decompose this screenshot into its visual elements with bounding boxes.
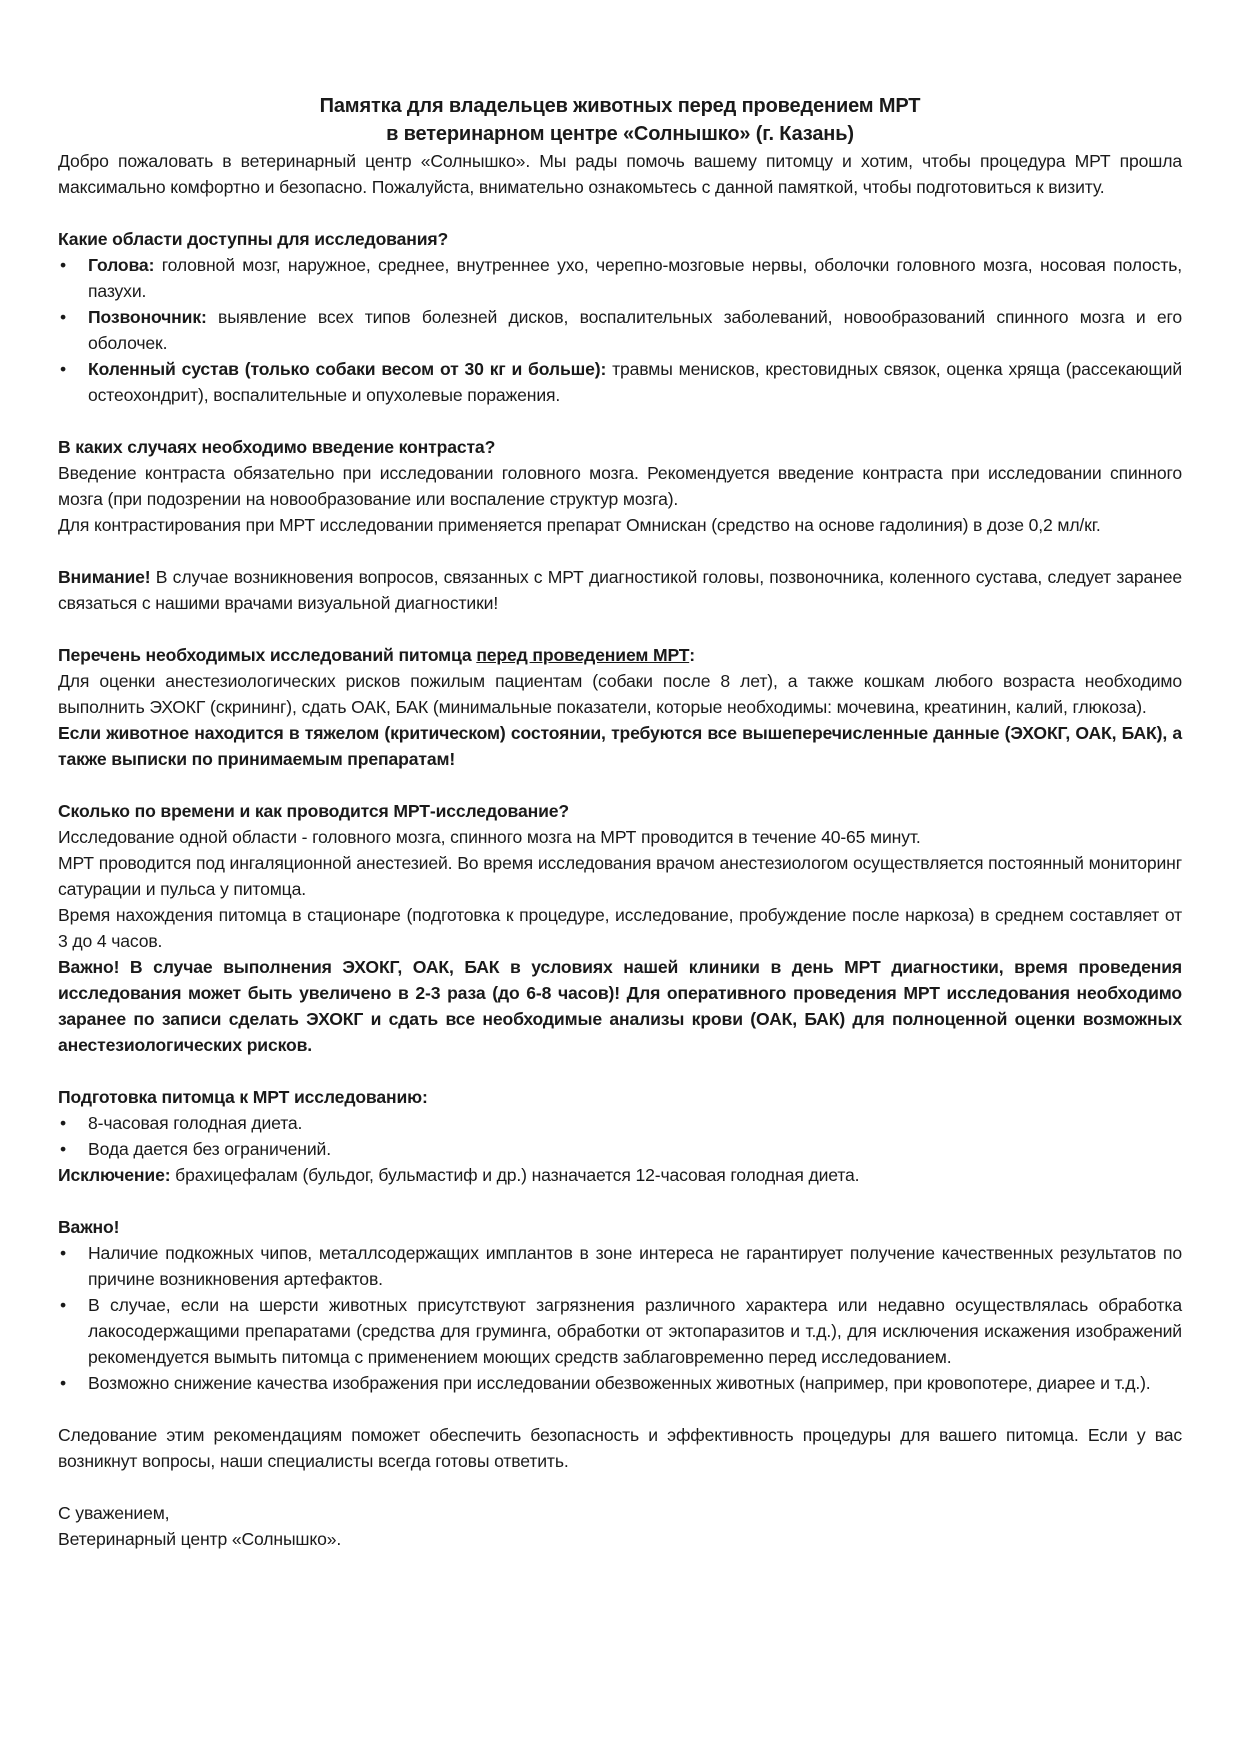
duration-paragraph-2: МРТ проводится под ингаляционной анестезией. Во время исследования врачом анестезиологом осуществляется постоянный мониторинг сатурации и пульса у питомца.	[58, 853, 1182, 899]
title-line-2: в ветеринарном центре «Солнышко» (г. Казань)	[386, 123, 854, 145]
list-item: • Наличие подкожных чипов, металлсодержащих имплантов в зоне интереса не гарантирует получение качественных результатов по причине возникновения артефактов.	[58, 1240, 1182, 1292]
area-label: Позвоночник:	[88, 307, 207, 327]
area-label: Голова:	[88, 255, 155, 275]
tests-paragraph-1: Для оценки анестезиологических рисков пожилым пациентам (собаки после 8 лет), а также кошкам любого возраста необходимо выполнить ЭХОКГ (скрининг), сдать ОАК, БАК (минимальные показатели, которые необходимы: мочевина, креатинин, калий, глюкоза).	[58, 671, 1182, 717]
tests-heading-end: :	[689, 645, 695, 665]
area-label: Коленный сустав (только собаки весом от 30 кг и больше):	[88, 359, 607, 379]
memo-document	[58, 92, 1182, 1552]
area-text: головной мозг, наружное, среднее, внутреннее ухо, черепно-мозговые нервы, оболочки головного мозга, носовая полость, пазухи.	[88, 255, 1182, 301]
signature-line-1: С уважением,	[58, 1503, 170, 1523]
contrast-paragraph-1: Введение контраста обязательно при исследовании головного мозга. Рекомендуется введение контраста при исследовании спинного мозга (при подозрении на новообразование или воспаление структур мозга).	[58, 463, 1182, 509]
attention-paragraph	[58, 564, 1182, 616]
contrast-paragraph-2: Для контрастирования при МРТ исследовании применяется препарат Омнискан (средство на основе гадолиния) в дозе 0,2 мл/кг.	[58, 515, 1101, 535]
areas-heading: Какие области доступны для исследования?	[58, 229, 449, 249]
list-item	[58, 356, 1182, 408]
prep-exception	[58, 1162, 1182, 1188]
document-title	[58, 92, 1182, 148]
area-text: выявление всех типов болезней дисков, воспалительных заболеваний, новообразований спинного мозга и его оболочек.	[88, 307, 1182, 353]
important-list	[58, 1240, 1182, 1396]
prep-list	[58, 1110, 1182, 1162]
tests-heading-underlined: перед проведением МРТ	[476, 645, 690, 665]
areas-list	[58, 252, 1182, 408]
tests-paragraph-2: Если животное находится в тяжелом (критическом) состоянии, требуются все вышеперечисленные данные (ЭХОКГ, ОАК, БАК), а также выписки по принимаемым препаратам!	[58, 723, 1182, 769]
title-line-1: Памятка для владельцев животных перед проведением МРТ	[319, 95, 921, 117]
list-item: • В случае, если на шерсти животных присутствуют загрязнения различного характера или недавно осуществлялась обработка лакосодержащими препаратами (средства для груминга, обработки от эктопаразитов и т.д.), для исключения искажения изображений рекомендуется вымыть питомца с применением моющих средств заблаговременно перед исследованием.	[58, 1292, 1182, 1370]
exception-text: брахицефалам (бульдог, бульмастиф и др.) назначается 12-часовая голодная диета.	[170, 1165, 860, 1185]
area-text: травмы менисков, крестовидных связок, оценка хряща (рассекающий остеохондрит), воспалительные и опухолевые поражения.	[88, 359, 1182, 405]
duration-paragraph-1: Исследование одной области - головного мозга, спинного мозга на МРТ проводится в течение 40-65 минут.	[58, 827, 921, 847]
intro-paragraph: Добро пожаловать в ветеринарный центр «Солнышко». Мы рады помочь вашему питомцу и хотим, чтобы процедура МРТ прошла максимально комфортно и безопасно. Пожалуйста, внимательно ознакомьтесь с данной памяткой, чтобы подготовиться к визиту.	[58, 151, 1182, 197]
list-item: • 8-часовая голодная диета.	[58, 1110, 1182, 1136]
tests-heading	[58, 642, 1182, 668]
attention-label: Внимание!	[58, 567, 151, 587]
signature-line-2: Ветеринарный центр «Солнышко».	[58, 1529, 342, 1549]
exception-label: Исключение:	[58, 1165, 171, 1185]
list-item: • Возможно снижение качества изображения при исследовании обезвоженных животных (например, при кровопотере, диарее и т.д.).	[58, 1370, 1182, 1396]
contrast-heading: В каких случаях необходимо введение контраста?	[58, 437, 496, 457]
list-item: • Вода дается без ограничений.	[58, 1136, 1182, 1162]
tests-heading-start: Перечень необходимых исследований питомца	[58, 645, 477, 665]
prep-heading: Подготовка питомца к МРТ исследованию:	[58, 1087, 428, 1107]
duration-heading: Сколько по времени и как проводится МРТ-исследование?	[58, 801, 569, 821]
attention-text: В случае возникновения вопросов, связанных с МРТ диагностикой головы, позвоночника, коленного сустава, следует заранее связаться с нашими врачами визуальной диагностики!	[58, 567, 1182, 613]
duration-paragraph-4: Важно! В случае выполнения ЭХОКГ, ОАК, БАК в условиях нашей клиники в день МРТ диагностики, время проведения исследования может быть увеличено в 2-3 раза (до 6-8 часов)! Для оперативного проведения МРТ исследования необходимо заранее по записи сделать ЭХОКГ и сдать все необходимые анализы крови (ОАК, БАК) для полноценной оценки возможных анестезиологических рисков.	[58, 957, 1182, 1055]
duration-paragraph-3: Время нахождения питомца в стационаре (подготовка к процедуре, исследование, пробуждение после наркоза) в среднем составляет от 3 до 4 часов.	[58, 905, 1182, 951]
list-item	[58, 304, 1182, 356]
closing-paragraph: Следование этим рекомендациям поможет обеспечить безопасность и эффективность процедуры для вашего питомца. Если у вас возникнут вопросы, наши специалисты всегда готовы ответить.	[58, 1425, 1182, 1471]
important-heading: Важно!	[58, 1217, 120, 1237]
list-item	[58, 252, 1182, 304]
